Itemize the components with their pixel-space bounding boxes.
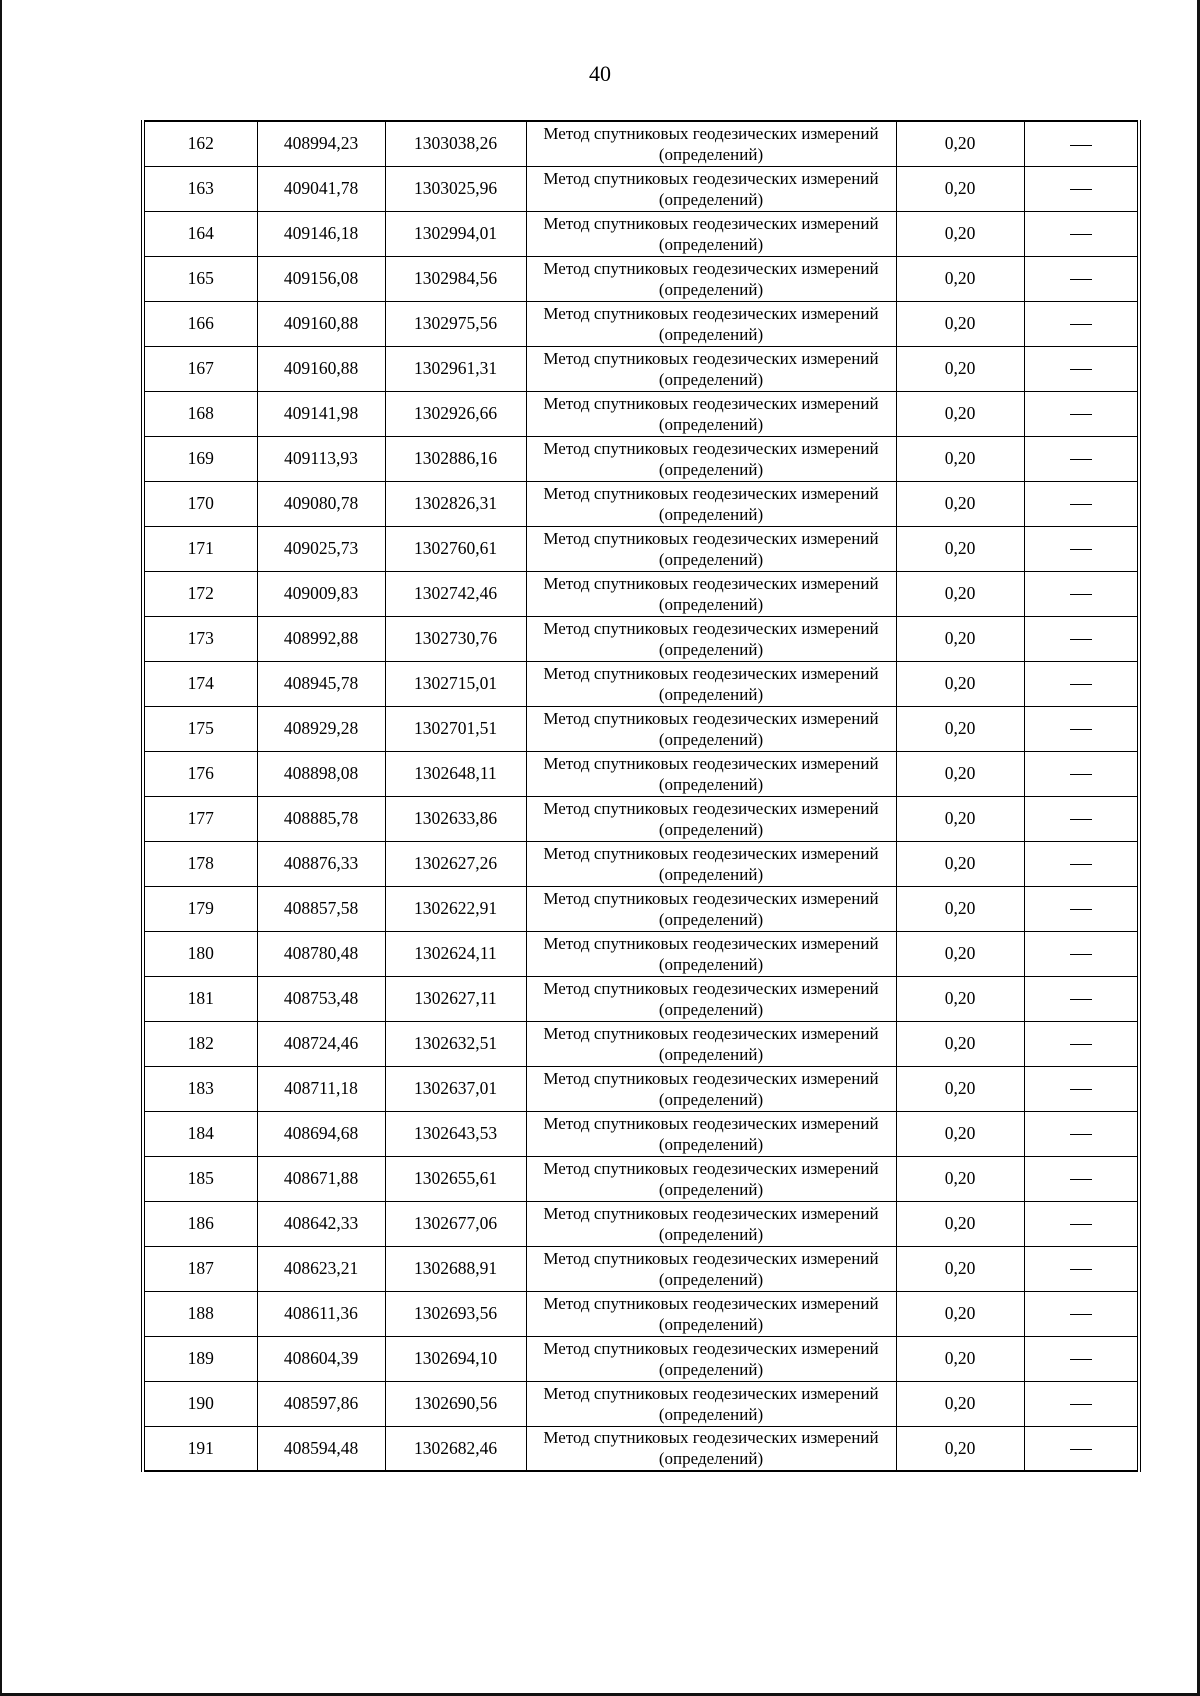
table-row [143, 931, 1139, 976]
y-coordinate-cell: 1302677,06 [385, 1201, 526, 1246]
method-cell: Метод спутниковых геодезических измерений (определений) [526, 1201, 896, 1246]
table-row [143, 751, 1139, 796]
accuracy-cell: 0,20 [896, 436, 1024, 481]
dash-mark [1070, 1179, 1092, 1180]
note-cell [1024, 1246, 1139, 1291]
x-coordinate-cell: 408857,58 [257, 886, 385, 931]
method-cell: Метод спутниковых геодезических измерений (определений) [526, 1111, 896, 1156]
dash-mark [1070, 549, 1092, 550]
x-coordinate-cell: 408711,18 [257, 1066, 385, 1111]
point-number-cell: 177 [143, 796, 257, 841]
note-cell [1024, 751, 1139, 796]
note-cell [1024, 976, 1139, 1021]
y-coordinate-cell: 1302701,51 [385, 706, 526, 751]
point-number-cell: 186 [143, 1201, 257, 1246]
x-coordinate-cell: 408929,28 [257, 706, 385, 751]
y-coordinate-cell: 1302715,01 [385, 661, 526, 706]
point-number-cell: 188 [143, 1291, 257, 1336]
method-cell: Метод спутниковых геодезических измерений (определений) [526, 346, 896, 391]
accuracy-cell: 0,20 [896, 211, 1024, 256]
y-coordinate-cell: 1302688,91 [385, 1246, 526, 1291]
table-row [143, 661, 1139, 706]
method-cell: Метод спутниковых геодезических измерений (определений) [526, 841, 896, 886]
table-row [143, 976, 1139, 1021]
method-cell: Метод спутниковых геодезических измерений (определений) [526, 166, 896, 211]
x-coordinate-cell: 408780,48 [257, 931, 385, 976]
table-body [143, 121, 1139, 1471]
x-coordinate-cell: 408604,39 [257, 1336, 385, 1381]
accuracy-cell: 0,20 [896, 796, 1024, 841]
method-cell: Метод спутниковых геодезических измерений (определений) [526, 436, 896, 481]
point-number-cell: 170 [143, 481, 257, 526]
note-cell [1024, 121, 1139, 166]
accuracy-cell: 0,20 [896, 751, 1024, 796]
note-cell [1024, 481, 1139, 526]
point-number-cell: 176 [143, 751, 257, 796]
accuracy-cell: 0,20 [896, 571, 1024, 616]
point-number-cell: 169 [143, 436, 257, 481]
point-number-cell: 187 [143, 1246, 257, 1291]
note-cell [1024, 1426, 1139, 1471]
point-number-cell: 164 [143, 211, 257, 256]
note-cell [1024, 166, 1139, 211]
x-coordinate-cell: 408597,86 [257, 1381, 385, 1426]
dash-mark [1070, 864, 1092, 865]
accuracy-cell: 0,20 [896, 1291, 1024, 1336]
note-cell [1024, 1291, 1139, 1336]
accuracy-cell: 0,20 [896, 1021, 1024, 1066]
note-cell [1024, 436, 1139, 481]
accuracy-cell: 0,20 [896, 616, 1024, 661]
x-coordinate-cell: 408876,33 [257, 841, 385, 886]
accuracy-cell: 0,20 [896, 1426, 1024, 1471]
method-cell: Метод спутниковых геодезических измерений (определений) [526, 301, 896, 346]
x-coordinate-cell: 408611,36 [257, 1291, 385, 1336]
accuracy-cell: 0,20 [896, 1111, 1024, 1156]
dash-mark [1070, 684, 1092, 685]
table-row [143, 1201, 1139, 1246]
accuracy-cell: 0,20 [896, 301, 1024, 346]
accuracy-cell: 0,20 [896, 841, 1024, 886]
dash-mark [1070, 774, 1092, 775]
method-cell: Метод спутниковых геодезических измерений (определений) [526, 121, 896, 166]
accuracy-cell: 0,20 [896, 391, 1024, 436]
point-number-cell: 179 [143, 886, 257, 931]
x-coordinate-cell: 409160,88 [257, 346, 385, 391]
point-number-cell: 167 [143, 346, 257, 391]
note-cell [1024, 211, 1139, 256]
x-coordinate-cell: 409156,08 [257, 256, 385, 301]
x-coordinate-cell: 408898,08 [257, 751, 385, 796]
dash-mark [1070, 1314, 1092, 1315]
accuracy-cell: 0,20 [896, 1336, 1024, 1381]
method-cell: Метод спутниковых геодезических измерений (определений) [526, 571, 896, 616]
method-cell: Метод спутниковых геодезических измерений (определений) [526, 1156, 896, 1201]
dash-mark [1070, 819, 1092, 820]
y-coordinate-cell: 1302690,56 [385, 1381, 526, 1426]
point-number-cell: 168 [143, 391, 257, 436]
x-coordinate-cell: 409146,18 [257, 211, 385, 256]
dash-mark [1070, 1044, 1092, 1045]
method-cell: Метод спутниковых геодезических измерений (определений) [526, 256, 896, 301]
dash-mark [1070, 234, 1092, 235]
point-number-cell: 175 [143, 706, 257, 751]
coordinates-table [141, 120, 1141, 1472]
point-number-cell: 190 [143, 1381, 257, 1426]
accuracy-cell: 0,20 [896, 346, 1024, 391]
point-number-cell: 171 [143, 526, 257, 571]
table-row [143, 1336, 1139, 1381]
note-cell [1024, 1156, 1139, 1201]
y-coordinate-cell: 1302984,56 [385, 256, 526, 301]
method-cell: Метод спутниковых геодезических измерений (определений) [526, 931, 896, 976]
x-coordinate-cell: 409041,78 [257, 166, 385, 211]
point-number-cell: 174 [143, 661, 257, 706]
accuracy-cell: 0,20 [896, 661, 1024, 706]
x-coordinate-cell: 409025,73 [257, 526, 385, 571]
table-row [143, 616, 1139, 661]
point-number-cell: 181 [143, 976, 257, 1021]
scan-edge-left [0, 0, 2, 1696]
dash-mark [1070, 459, 1092, 460]
point-number-cell: 185 [143, 1156, 257, 1201]
table-row [143, 121, 1139, 166]
method-cell: Метод спутниковых геодезических измерений (определений) [526, 1021, 896, 1066]
dash-mark [1070, 954, 1092, 955]
method-cell: Метод спутниковых геодезических измерений (определений) [526, 886, 896, 931]
method-cell: Метод спутниковых геодезических измерений (определений) [526, 1066, 896, 1111]
x-coordinate-cell: 408945,78 [257, 661, 385, 706]
y-coordinate-cell: 1302643,53 [385, 1111, 526, 1156]
table-row [143, 706, 1139, 751]
table-row [143, 436, 1139, 481]
y-coordinate-cell: 1302760,61 [385, 526, 526, 571]
x-coordinate-cell: 409113,93 [257, 436, 385, 481]
note-cell [1024, 931, 1139, 976]
x-coordinate-cell: 409141,98 [257, 391, 385, 436]
table-row [143, 481, 1139, 526]
x-coordinate-cell: 408994,23 [257, 121, 385, 166]
note-cell [1024, 796, 1139, 841]
note-cell [1024, 1021, 1139, 1066]
x-coordinate-cell: 408753,48 [257, 976, 385, 1021]
table-row [143, 886, 1139, 931]
accuracy-cell: 0,20 [896, 166, 1024, 211]
table-row [143, 1381, 1139, 1426]
note-cell [1024, 526, 1139, 571]
accuracy-cell: 0,20 [896, 1156, 1024, 1201]
y-coordinate-cell: 1302632,51 [385, 1021, 526, 1066]
method-cell: Метод спутниковых геодезических измерений (определений) [526, 391, 896, 436]
table-row [143, 346, 1139, 391]
accuracy-cell: 0,20 [896, 256, 1024, 301]
dash-mark [1070, 279, 1092, 280]
dash-mark [1070, 369, 1092, 370]
dash-mark [1070, 1224, 1092, 1225]
dash-mark [1070, 504, 1092, 505]
dash-mark [1070, 594, 1092, 595]
point-number-cell: 178 [143, 841, 257, 886]
dash-mark [1070, 1404, 1092, 1405]
point-number-cell: 191 [143, 1426, 257, 1471]
point-number-cell: 162 [143, 121, 257, 166]
point-number-cell: 172 [143, 571, 257, 616]
y-coordinate-cell: 1302694,10 [385, 1336, 526, 1381]
y-coordinate-cell: 1302627,26 [385, 841, 526, 886]
point-number-cell: 189 [143, 1336, 257, 1381]
y-coordinate-cell: 1302975,56 [385, 301, 526, 346]
note-cell [1024, 256, 1139, 301]
y-coordinate-cell: 1302648,11 [385, 751, 526, 796]
table-row [143, 166, 1139, 211]
note-cell [1024, 1381, 1139, 1426]
note-cell [1024, 616, 1139, 661]
y-coordinate-cell: 1302655,61 [385, 1156, 526, 1201]
accuracy-cell: 0,20 [896, 1066, 1024, 1111]
table-row [143, 1111, 1139, 1156]
accuracy-cell: 0,20 [896, 706, 1024, 751]
method-cell: Метод спутниковых геодезических измерений (определений) [526, 706, 896, 751]
y-coordinate-cell: 1302961,31 [385, 346, 526, 391]
dash-mark [1070, 999, 1092, 1000]
point-number-cell: 163 [143, 166, 257, 211]
y-coordinate-cell: 1303025,96 [385, 166, 526, 211]
method-cell: Метод спутниковых геодезических измерений (определений) [526, 1246, 896, 1291]
table-row [143, 1291, 1139, 1336]
table-row [143, 1246, 1139, 1291]
table-row [143, 1426, 1139, 1471]
table-row [143, 211, 1139, 256]
note-cell [1024, 841, 1139, 886]
y-coordinate-cell: 1302826,31 [385, 481, 526, 526]
note-cell [1024, 1111, 1139, 1156]
table-row [143, 391, 1139, 436]
dash-mark [1070, 189, 1092, 190]
y-coordinate-cell: 1302633,86 [385, 796, 526, 841]
accuracy-cell: 0,20 [896, 931, 1024, 976]
x-coordinate-cell: 409080,78 [257, 481, 385, 526]
method-cell: Метод спутниковых геодезических измерений (определений) [526, 1336, 896, 1381]
y-coordinate-cell: 1302622,91 [385, 886, 526, 931]
x-coordinate-cell: 408694,68 [257, 1111, 385, 1156]
note-cell [1024, 661, 1139, 706]
table-row [143, 796, 1139, 841]
y-coordinate-cell: 1302637,01 [385, 1066, 526, 1111]
method-cell: Метод спутниковых геодезических измерений (определений) [526, 796, 896, 841]
accuracy-cell: 0,20 [896, 526, 1024, 571]
dash-mark [1070, 414, 1092, 415]
accuracy-cell: 0,20 [896, 1201, 1024, 1246]
note-cell [1024, 886, 1139, 931]
table-row [143, 301, 1139, 346]
x-coordinate-cell: 408671,88 [257, 1156, 385, 1201]
dash-mark [1070, 1089, 1092, 1090]
x-coordinate-cell: 408885,78 [257, 796, 385, 841]
method-cell: Метод спутниковых геодезических измерений (определений) [526, 526, 896, 571]
y-coordinate-cell: 1302682,46 [385, 1426, 526, 1471]
y-coordinate-cell: 1302730,76 [385, 616, 526, 661]
point-number-cell: 182 [143, 1021, 257, 1066]
page-number: 40 [589, 61, 611, 86]
dash-mark [1070, 909, 1092, 910]
x-coordinate-cell: 408642,33 [257, 1201, 385, 1246]
note-cell [1024, 571, 1139, 616]
y-coordinate-cell: 1302624,11 [385, 931, 526, 976]
method-cell: Метод спутниковых геодезических измерений (определений) [526, 211, 896, 256]
point-number-cell: 180 [143, 931, 257, 976]
point-number-cell: 183 [143, 1066, 257, 1111]
point-number-cell: 184 [143, 1111, 257, 1156]
accuracy-cell: 0,20 [896, 481, 1024, 526]
point-number-cell: 166 [143, 301, 257, 346]
table-row [143, 256, 1139, 301]
method-cell: Метод спутниковых геодезических измерений (определений) [526, 751, 896, 796]
dash-mark [1070, 324, 1092, 325]
accuracy-cell: 0,20 [896, 121, 1024, 166]
table-row [143, 841, 1139, 886]
note-cell [1024, 1201, 1139, 1246]
method-cell: Метод спутниковых геодезических измерений (определений) [526, 976, 896, 1021]
x-coordinate-cell: 408724,46 [257, 1021, 385, 1066]
dash-mark [1070, 145, 1092, 146]
method-cell: Метод спутниковых геодезических измерений (определений) [526, 1426, 896, 1471]
x-coordinate-cell: 409009,83 [257, 571, 385, 616]
table-row [143, 571, 1139, 616]
y-coordinate-cell: 1302627,11 [385, 976, 526, 1021]
table-row [143, 1066, 1139, 1111]
method-cell: Метод спутниковых геодезических измерений (определений) [526, 1381, 896, 1426]
table-row [143, 526, 1139, 571]
dash-mark [1070, 639, 1092, 640]
accuracy-cell: 0,20 [896, 886, 1024, 931]
note-cell [1024, 391, 1139, 436]
accuracy-cell: 0,20 [896, 1381, 1024, 1426]
y-coordinate-cell: 1302886,16 [385, 436, 526, 481]
x-coordinate-cell: 408623,21 [257, 1246, 385, 1291]
y-coordinate-cell: 1302742,46 [385, 571, 526, 616]
point-number-cell: 173 [143, 616, 257, 661]
y-coordinate-cell: 1302693,56 [385, 1291, 526, 1336]
point-number-cell: 165 [143, 256, 257, 301]
note-cell [1024, 1066, 1139, 1111]
table-row [143, 1021, 1139, 1066]
method-cell: Метод спутниковых геодезических измерений (определений) [526, 1291, 896, 1336]
method-cell: Метод спутниковых геодезических измерений (определений) [526, 616, 896, 661]
dash-mark [1070, 1449, 1092, 1450]
x-coordinate-cell: 408594,48 [257, 1426, 385, 1471]
y-coordinate-cell: 1303038,26 [385, 121, 526, 166]
y-coordinate-cell: 1302926,66 [385, 391, 526, 436]
note-cell [1024, 706, 1139, 751]
dash-mark [1070, 1359, 1092, 1360]
dash-mark [1070, 1134, 1092, 1135]
dash-mark [1070, 1269, 1092, 1270]
x-coordinate-cell: 408992,88 [257, 616, 385, 661]
method-cell: Метод спутниковых геодезических измерений (определений) [526, 661, 896, 706]
accuracy-cell: 0,20 [896, 1246, 1024, 1291]
method-cell: Метод спутниковых геодезических измерений (определений) [526, 481, 896, 526]
note-cell [1024, 301, 1139, 346]
x-coordinate-cell: 409160,88 [257, 301, 385, 346]
note-cell [1024, 346, 1139, 391]
table-row [143, 1156, 1139, 1201]
dash-mark [1070, 729, 1092, 730]
accuracy-cell: 0,20 [896, 976, 1024, 1021]
y-coordinate-cell: 1302994,01 [385, 211, 526, 256]
note-cell [1024, 1336, 1139, 1381]
